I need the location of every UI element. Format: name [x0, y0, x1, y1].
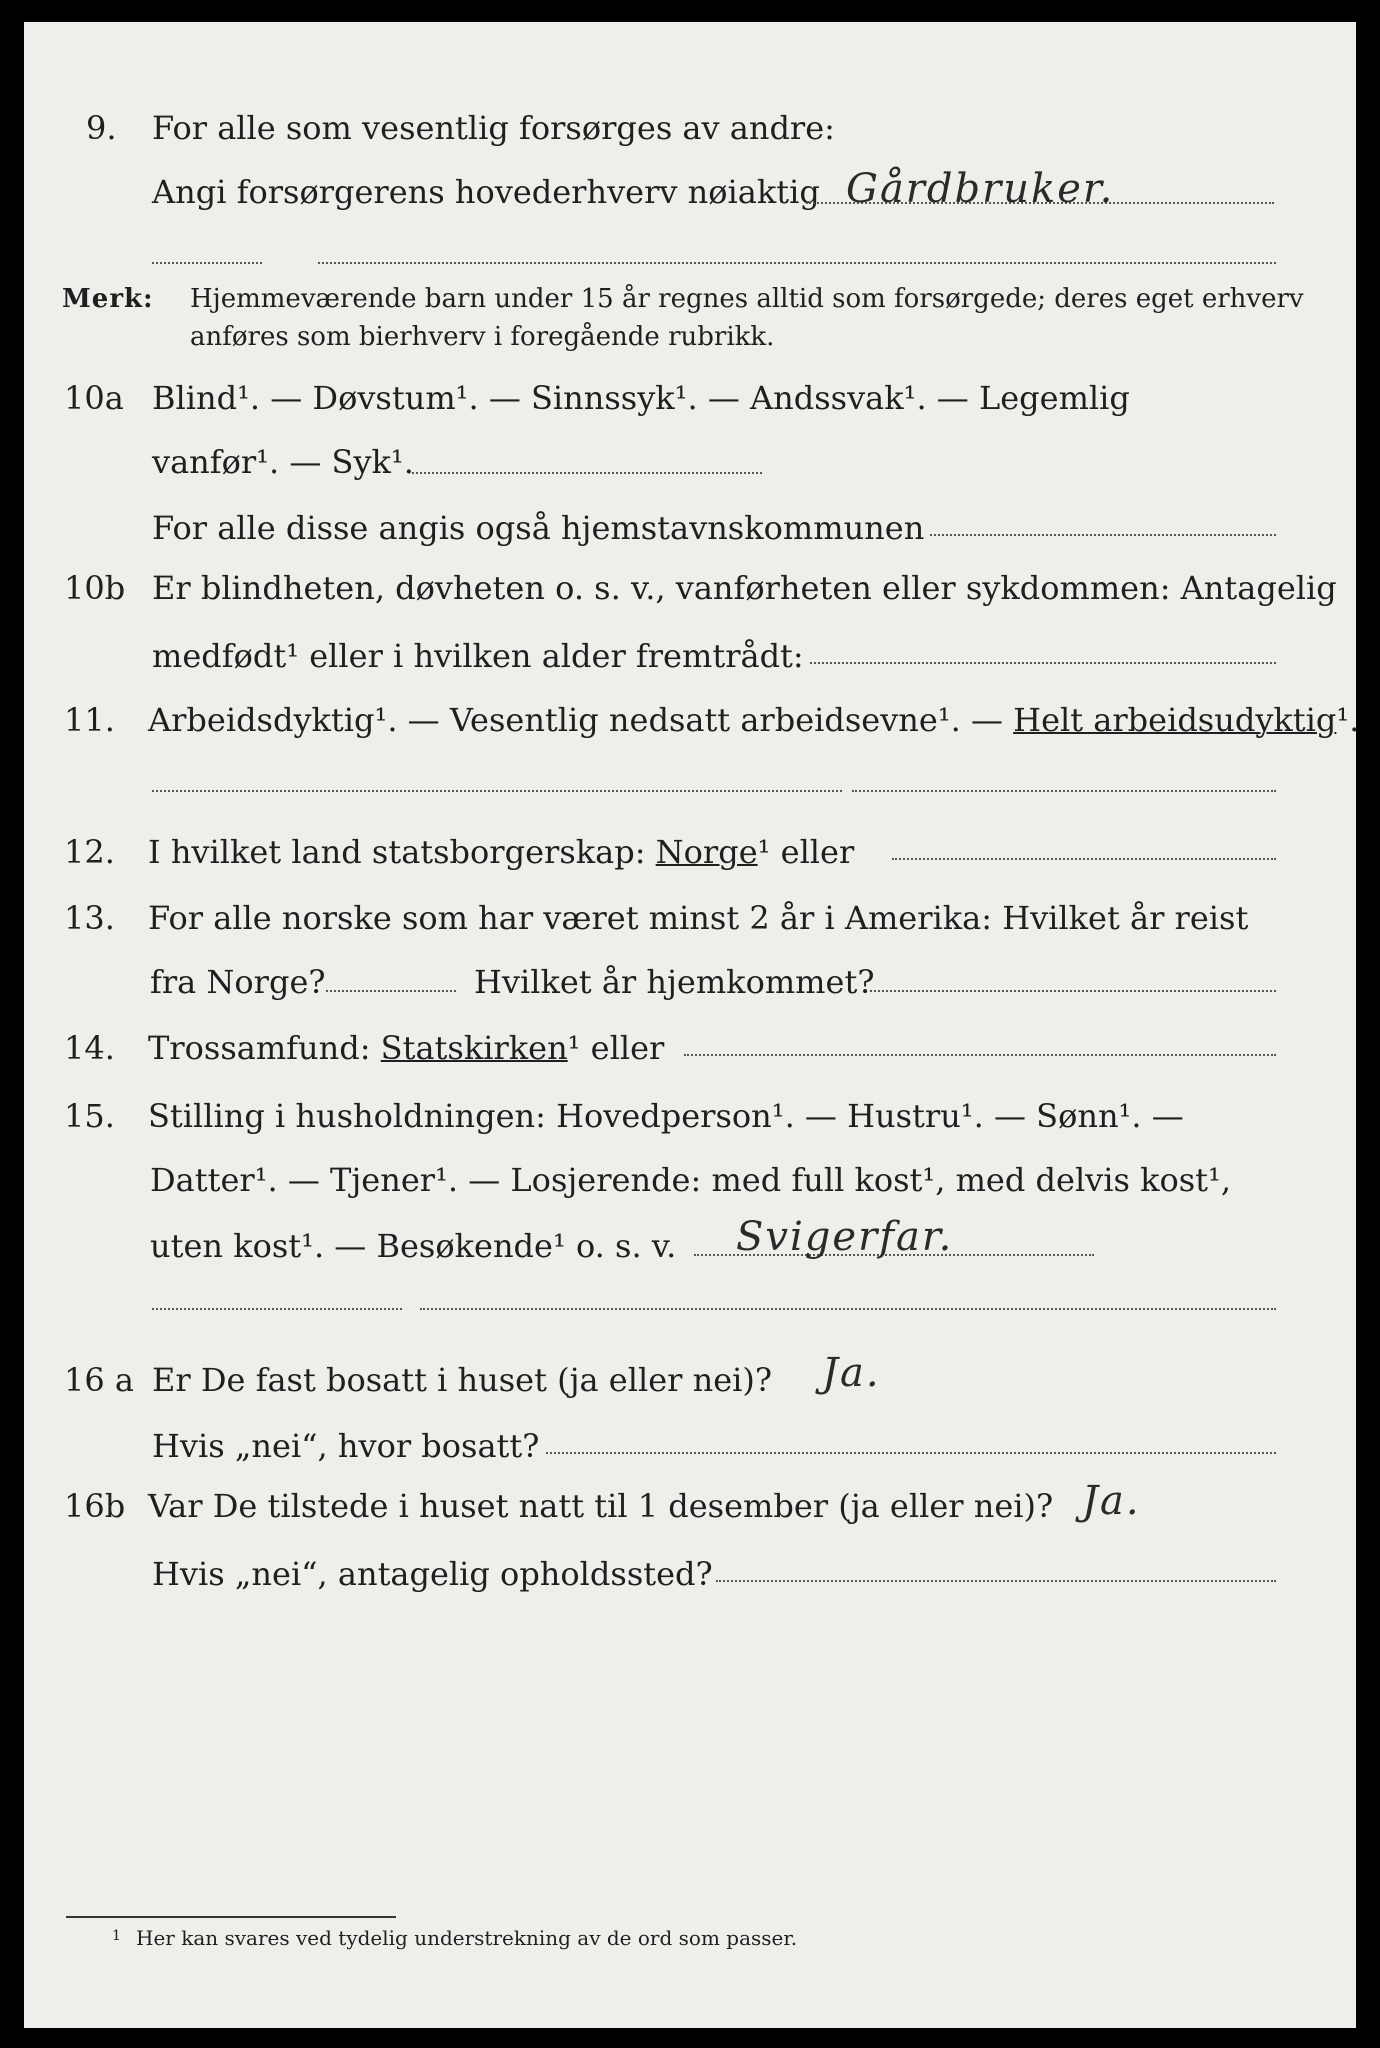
- q16a-answer-handwriting: Ja.: [822, 1350, 881, 1396]
- q15-line2: Datter¹. — Tjener¹. — Losjerende: med full kost¹, med delvis kost¹,: [150, 1161, 1232, 1199]
- q14-eller: ¹ eller: [567, 1029, 665, 1067]
- q14-question: Trossamfund:: [148, 1029, 381, 1067]
- merk-line1: Hjemmeværende barn under 15 år regnes alltid som forsørgede; deres eget erhverv: [190, 284, 1304, 314]
- q13-fill-line-a: [326, 990, 456, 992]
- footnote-mark: 1: [112, 1928, 121, 1944]
- q10a-line1: Blind¹. — Døvstum¹. — Sinnssyk¹. — Andssvak¹. — Legemlig: [152, 379, 1130, 417]
- q11-underlined-answer: Helt arbeidsudyktig: [1013, 701, 1337, 739]
- q10b-line2: medfødt¹ eller i hvilken alder fremtrådt:: [152, 637, 804, 675]
- merk-line2: anføres som bierhverv i foregående rubrikk.: [190, 322, 775, 352]
- q12-line1: [148, 832, 854, 872]
- q15-line1: Stilling i husholdningen: Hovedperson¹. — Hustru¹. — Sønn¹. —: [148, 1097, 1184, 1135]
- q10a-line2: vanfør¹. — Syk¹.: [152, 443, 414, 481]
- q11-blank-line-a: [152, 790, 842, 792]
- q11-footnote-mark: ¹.: [1336, 701, 1360, 739]
- q14-line1: [148, 1028, 664, 1068]
- q13-fill-line-b: [870, 990, 1276, 992]
- q13-line2a: fra Norge?: [150, 963, 326, 1001]
- q11-blank-line-b: [852, 790, 1276, 792]
- q12-question: I hvilket land statsborgerskap:: [148, 833, 656, 871]
- q9-blank-line-b: [318, 262, 1276, 264]
- q16b-line1: Var De tilstede i huset natt til 1 desember (ja eller nei)?: [148, 1487, 1054, 1525]
- q14-fill-line: [684, 1054, 1276, 1056]
- q9-line2: Angi forsørgerens hovederhverv nøiaktig: [152, 173, 820, 211]
- q9-answer-handwriting: Gårdbruker.: [846, 166, 1115, 212]
- q12-underlined-answer: Norge: [655, 833, 758, 871]
- q10a-number: 10a: [64, 379, 124, 417]
- q16a-number: 16 a: [64, 1361, 134, 1399]
- q10a-fill-line-2: [930, 534, 1276, 536]
- q10a-fill-line-1: [412, 472, 762, 474]
- q11-number: 11.: [64, 701, 115, 739]
- q9-blank-line-a: [152, 262, 262, 264]
- q10a-line3: For alle disse angis også hjemstavnskommunen: [152, 509, 925, 547]
- q9-line1: For alle som vesentlig forsørges av andre:: [152, 109, 835, 147]
- footnote-rule: [66, 1916, 396, 1918]
- q15-answer-handwriting: Svigerfar.: [736, 1214, 954, 1260]
- q15-line3: uten kost¹. — Besøkende¹ o. s. v.: [150, 1227, 677, 1265]
- q12-number: 12.: [64, 833, 115, 871]
- merk-label: Merk:: [62, 284, 154, 314]
- q11-options: Arbeidsdyktig¹. — Vesentlig nedsatt arbeidsevne¹. —: [148, 701, 1014, 739]
- q12-fill-line: [892, 858, 1276, 860]
- q14-underlined-answer: Statskirken: [380, 1029, 568, 1067]
- q10b-line1: Er blindheten, døvheten o. s. v., vanførheten eller sykdommen: Antagelig: [152, 569, 1337, 607]
- q10b-number: 10b: [64, 569, 126, 607]
- q16a-line1: Er De fast bosatt i huset (ja eller nei)?: [152, 1361, 773, 1399]
- q16a-line2: Hvis „nei“, hvor bosatt?: [152, 1427, 540, 1465]
- q16a-fill-line: [546, 1452, 1276, 1454]
- q16b-fill-line: [716, 1580, 1276, 1582]
- q16b-answer-handwriting: Ja.: [1082, 1478, 1141, 1524]
- q15-blank-line-a: [152, 1308, 402, 1310]
- q16b-number: 16b: [64, 1487, 126, 1525]
- q15-blank-line-b: [420, 1308, 1276, 1310]
- q12-eller: ¹ eller: [757, 833, 855, 871]
- q10b-fill-line: [810, 662, 1276, 664]
- q15-number: 15.: [64, 1097, 115, 1135]
- footnote-text: Her kan svares ved tydelig understrekning av de ord som passer.: [136, 1926, 798, 1950]
- q14-number: 14.: [64, 1029, 115, 1067]
- q11-line1: [148, 700, 1359, 740]
- q13-line2b: Hvilket år hjemkommet?: [474, 963, 875, 1001]
- q9-number: 9.: [86, 109, 117, 147]
- q13-number: 13.: [64, 899, 115, 937]
- q13-line1: For alle norske som har været minst 2 år i Amerika: Hvilket år reist: [148, 899, 1249, 937]
- q16b-line2: Hvis „nei“, antagelig opholdssted?: [152, 1555, 713, 1593]
